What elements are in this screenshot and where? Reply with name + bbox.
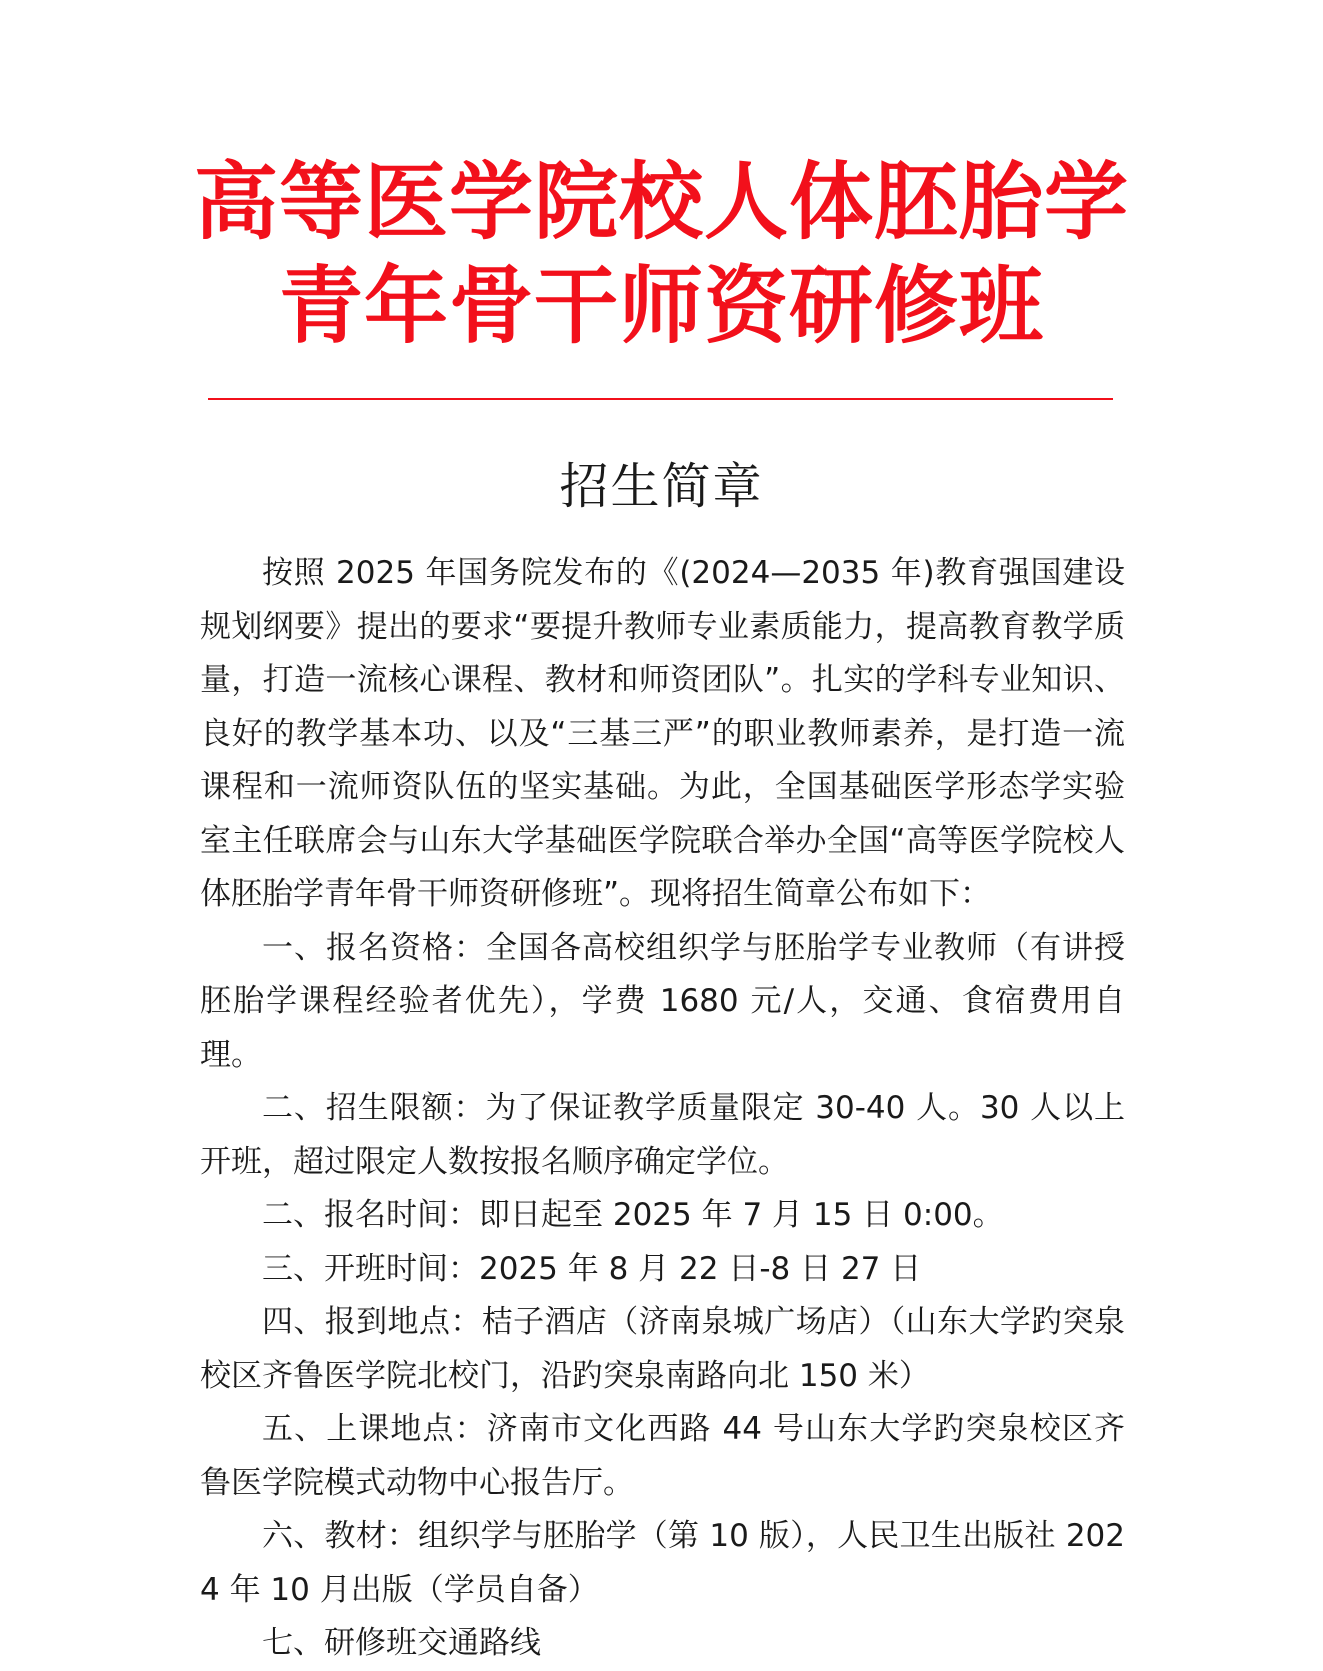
document-title [0, 150, 1323, 358]
document-body [200, 547, 1125, 1671]
document-subtitle: 招生简章 [559, 458, 764, 515]
section-registration-time: 二、报名时间：即日起至 2025 年 7 月 15 日 0:00。 [262, 1197, 1004, 1233]
intro-paragraph: 按照 2025 年国务院发布的《(2024—2035 年)教育强国建设规划纲要》提出的要求“要提升教师专业素质能力，提高教育教学质量，打造一流核心课程、教材和师资团队”。扎实的学科专业知识、良好的教学基本功、以及“三基三严”的职业教师素养，是打造一流课程和一流师资队伍的坚实基础。为此，全国基础医学形态学实验室主任联席会与山东大学基础医学院联合举办全国“高等医学院校人体胚胎学青年骨干师资研修班”。现将招生简章公布如下： [200, 555, 1125, 912]
red-divider [208, 398, 1113, 400]
section-enrollment-limit: 二、招生限额：为了保证教学质量限定 30-40 人。30 人以上开班，超过限定人数按报名顺序确定学位。 [200, 1090, 1125, 1180]
section-eligibility: 一、报名资格：全国各高校组织学与胚胎学专业教师（有讲授胚胎学课程经验者优先），学费 1680 元/人，交通、食宿费用自理。 [200, 929, 1125, 1073]
section-class-dates: 三、开班时间：2025 年 8 月 22 日-8 日 27 日 [262, 1250, 922, 1287]
section-transport: 七、研修班交通路线 [262, 1625, 541, 1661]
section-textbook: 六、教材：组织学与胚胎学（第 10 版），人民卫生出版社 2024 年 10 月出版（学员自备） [200, 1518, 1125, 1608]
title-line-2: 青年骨干师资研修班 [278, 257, 1044, 355]
section-class-location: 五、上课地点：济南市文化西路 44 号山东大学趵突泉校区齐鲁医学院模式动物中心报告厅。 [200, 1411, 1125, 1501]
section-checkin-location: 四、报到地点：桔子酒店（济南泉城广场店）（山东大学趵突泉校区齐鲁医学院北校门，沿趵突泉南路向北 150 米） [200, 1304, 1125, 1394]
title-line-1: 高等医学院校人体胚胎学 [193, 153, 1129, 251]
